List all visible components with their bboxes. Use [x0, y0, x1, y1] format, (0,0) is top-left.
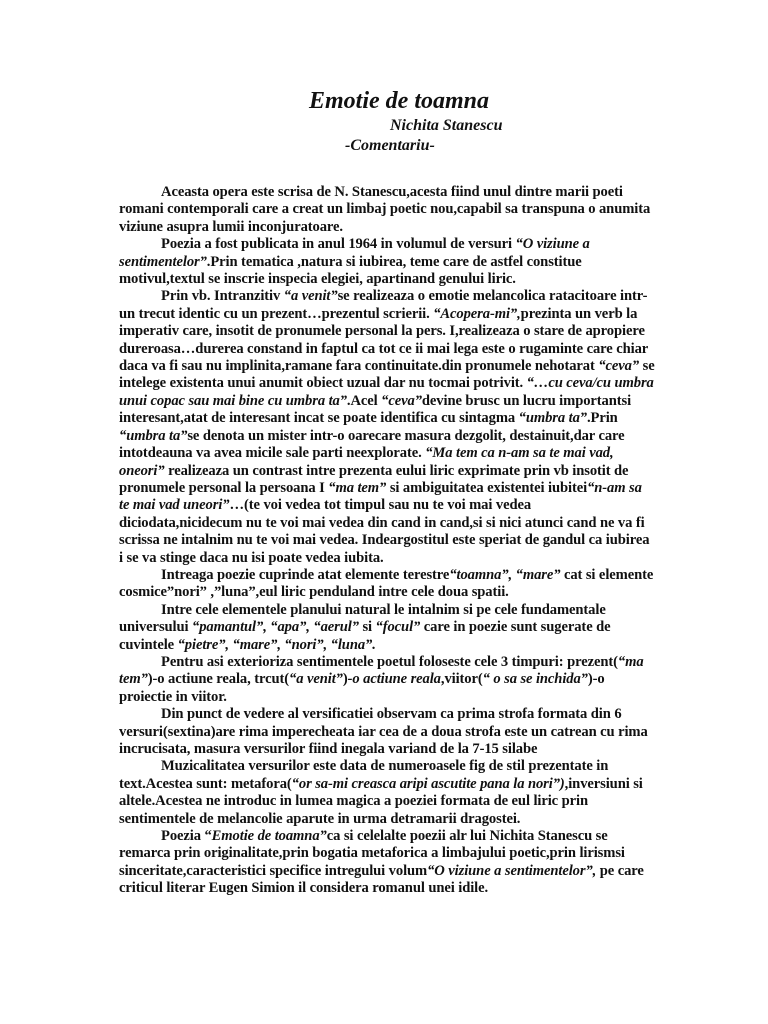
- quoted-phrase: “ma tem”: [119, 653, 644, 688]
- text-run: realizeaza un contrast intre prezenta eului liric exprimate prin vb insotit de pronumele personal la persoana I: [119, 462, 629, 496]
- text-run: se intelege existenta unui anumit obiect uzual dar nu tocmai potrivit.: [119, 358, 655, 392]
- quoted-phrase: “ceva”: [381, 392, 422, 409]
- text-run: devine brusc un lucru importantsi interesant,atat de interesant incat se poate identifica cu sintagma: [119, 392, 632, 427]
- text-run: .Acel: [346, 392, 382, 409]
- quoted-phrase: “Acopera-mi”,: [433, 305, 521, 322]
- paragraph: [119, 602, 655, 654]
- text-run: Poezia a fost publicata in anul 1964 in volumul de versuri: [161, 236, 516, 253]
- text-run: care in poezie sunt sugerate de cuvintele: [119, 619, 611, 653]
- quoted-phrase: -o actiune reala: [347, 671, 441, 688]
- quoted-phrase: “or sa-mi creasca aripi ascutite pana la nori”): [291, 775, 565, 792]
- paragraph: [119, 288, 655, 567]
- quoted-phrase: “ma tem”: [328, 479, 387, 496]
- quoted-phrase: “pamantul”, “apa”, “aerul”: [192, 619, 359, 636]
- text-run: .Prin tematica ,natura si iubirea, teme care de astfel constitue motivul,textul se inscrie inspecia elegiei, apartinand genului liric.: [119, 253, 582, 288]
- paragraph: [119, 236, 655, 288]
- quoted-phrase: “pietre”, “mare”, “nori”, “luna”.: [177, 636, 376, 653]
- document-title: Emotie de toamna: [309, 88, 489, 114]
- text-run: si ambiguitatea existentei iubitei: [386, 479, 588, 496]
- paragraph: [119, 184, 655, 236]
- quoted-phrase: “umbra ta”: [518, 410, 587, 427]
- text-run: Aceasta opera este scrisa de N. Stanescu,acesta fiind unul dintre marii poeti romani contemporali care a creat un limbaj poetic nou,capabil sa transpuna o anumita viziune asupra lumii inconjuratoare.: [119, 184, 651, 235]
- author-name: Nichita Stanescu: [390, 117, 503, 134]
- text-run: Din punct de vedere al versificatiei observam ca prima strofa formata din 6 versuri(sextina)are rima imperecheata iar cea de a doua strofa este un catrean cu rima incrucisata, masura versurilor fiind inegala variand de la 7-15 silabe: [119, 706, 648, 757]
- text-run: pe care criticul literar Eugen Simion il considera romanul unei idile.: [119, 862, 644, 897]
- document-subtitle: -Comentariu-: [345, 137, 435, 154]
- text-run: ): [342, 671, 348, 688]
- document-body: [119, 184, 655, 898]
- text-run: .Prin: [586, 410, 618, 427]
- text-run: Prin vb. Intranzitiv: [161, 288, 284, 305]
- paragraph: [119, 706, 655, 758]
- quoted-phrase: “a venit”: [289, 671, 343, 688]
- text-run: si: [358, 619, 376, 636]
- text-run: )-o proiectie in viitor.: [119, 671, 605, 705]
- quoted-phrase: “ o sa se inchida”: [482, 671, 588, 688]
- quoted-phrase: “a venit”: [283, 288, 338, 305]
- text-run: Muzicalitatea versurilor este data de numeroasele fig de stil prezentate in text.Acestea sunt: metafora(: [119, 758, 609, 792]
- quoted-phrase: “ceva”: [598, 358, 640, 375]
- text-run: …(te voi vedea tot timpul sau nu te voi mai vedea diciodata,nicidecum nu te voi mai vedea din cand in cand,si si nici atunci cand ne va fi scrissa ne intalnim nu te voi mai vedea. Indeargostitul este speriat de gandul ca iubirea i se va stinge daca nu isi poate vedea iubita.: [119, 497, 650, 566]
- text-run: ,viitor(: [440, 671, 483, 688]
- quoted-phrase: “O viziune a sentimentelor”: [119, 236, 590, 270]
- text-run: Poezia “: [161, 828, 212, 845]
- paragraph: [119, 567, 655, 602]
- paragraph: [119, 758, 655, 828]
- quoted-phrase: “…cu ceva/cu umbra unui copac sau mai bine cu umbra ta”: [119, 375, 654, 409]
- quoted-phrase: “umbra ta”: [119, 427, 188, 444]
- quoted-phrase: “Ma tem ca n-am sa te mai vad, oneori”: [119, 445, 614, 479]
- text-run: prezinta un verb la imperativ care, insotit de pronumele personal la pers. I,realizeaza o stare de apropiere dureroasa…durerea constand in faptul ca tot ce ii mai lega este o rugaminte care chiar daca va fi sau nu implinita,ramane fara continuitate.din pronumele nehotarat: [119, 305, 648, 375]
- text-run: se denota un mister intr-o oarecare masura dezgolit, destainuit,dar care intotdeauna va avea micile sale parti neexplorate.: [119, 427, 625, 462]
- quoted-phrase: “focul”: [375, 619, 421, 636]
- text-run: Intre cele elementele planului natural le intalnim si pe cele fundamentale universului: [119, 601, 606, 636]
- text-run: )-o actiune reala, trcut(: [147, 671, 290, 688]
- quoted-phrase: “O viziune a sentimentelor”,: [427, 862, 597, 879]
- text-run: Pentru asi exterioriza sentimentele poetul foloseste cele 3 timpuri: prezent(: [161, 653, 618, 670]
- text-run: se realizeaza o emotie melancolica ratacitoare intr-un trecut identic cu un prezent…prezentul scrierii.: [119, 288, 648, 322]
- paragraph: [119, 828, 655, 898]
- text-run: ,inversiuni si altele.Acestea ne introduc in lumea magica a poeziei formata de eul liric prin sentimentele de melancolie aparute in urma detramarii dragostei.: [119, 775, 643, 827]
- quoted-phrase: Emotie de toamna”: [211, 828, 327, 845]
- quoted-phrase: “n-am sa te mai vad uneori”: [119, 479, 642, 514]
- text-run: ca si celelalte poezii alr lui Nichita Stanescu se remarca prin originalitate,prin bogatia metaforica a limbajului poetic,prin lirismsi sinceritate,caracteristici specifice intregului volum: [119, 828, 625, 879]
- text-run: Intreaga poezie cuprinde atat elemente terestre: [161, 566, 450, 583]
- text-run: cat si elemente cosmice”nori” ,”luna”,eul liric penduland intre cele doua spatii.: [119, 566, 654, 601]
- quoted-phrase: “toamna”, “mare”: [449, 566, 561, 583]
- paragraph: [119, 654, 655, 706]
